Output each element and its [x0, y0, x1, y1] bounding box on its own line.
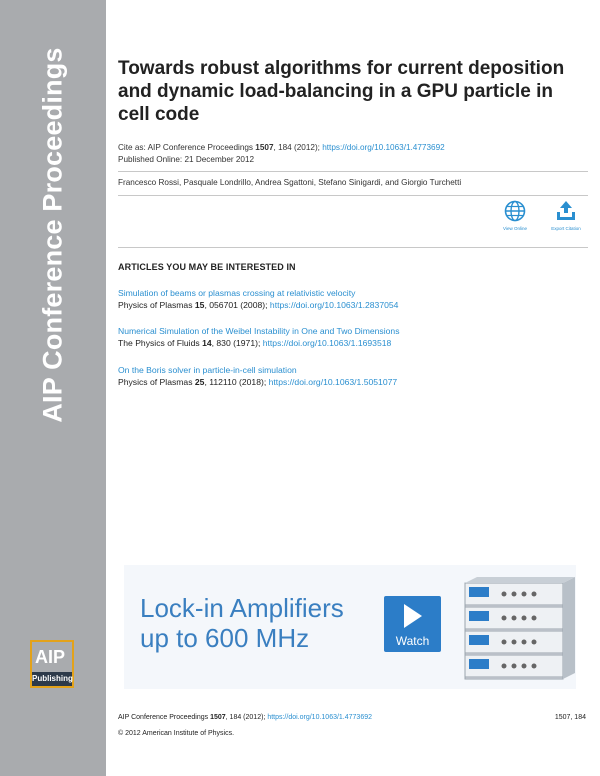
divider [118, 171, 588, 172]
related-article [118, 326, 588, 350]
ad-headline: Lock-in Amplifiers [140, 593, 344, 623]
footer-citation-volume: 1507 [210, 714, 226, 721]
watch-video-button[interactable] [384, 596, 441, 652]
view-online-label: View Online [503, 226, 527, 231]
paper-doi-link[interactable]: https://doi.org/10.1063/1.4773692 [322, 143, 445, 152]
related-article-reference [118, 376, 588, 389]
journal-volume: 15 [194, 300, 205, 310]
citation-suffix: , 184 (2012); [273, 143, 323, 152]
footer-citation-prefix: AIP Conference Proceedings [118, 714, 211, 721]
logo-text-aip: AIP [35, 647, 66, 667]
citation-line [118, 143, 445, 153]
journal-pages: , 112110 (2018); [204, 377, 269, 387]
journal-name-text: Physics of Plasmas [118, 300, 195, 310]
published-date: Published Online: 21 December 2012 [118, 155, 255, 164]
advertisement-banner[interactable] [124, 565, 576, 689]
related-article-doi-link[interactable]: https://doi.org/10.1063/1.5051077 [268, 377, 398, 387]
related-article-reference [118, 337, 588, 350]
author-list: Francesco Rossi, Pasquale Londrillo, Andrea Sgattoni, Stefano Sinigardi, and Giorgio Turchetti [118, 178, 462, 187]
related-article-doi-link[interactable]: https://doi.org/10.1063/1.1693518 [262, 338, 392, 348]
journal-name: AIP Conference Proceedings [37, 47, 68, 423]
journal-sidebar [0, 0, 106, 776]
divider [118, 247, 588, 248]
paper-title: Towards robust algorithms for current deposition and dynamic load-balancing in a GPU particle in cell code [118, 58, 565, 125]
export-citation-label: Export Citation [551, 226, 581, 231]
related-article [118, 288, 588, 312]
view-online-button[interactable] [490, 200, 540, 231]
related-article-reference [118, 299, 588, 312]
citation-prefix: Cite as: AIP Conference Proceedings [118, 143, 256, 152]
footer-doi-link[interactable]: https://doi.org/10.1063/1.4773692 [267, 714, 373, 721]
footer-citation [118, 714, 372, 721]
journal-volume: 25 [194, 377, 205, 387]
related-article-title-link[interactable]: Numerical Simulation of the Weibel Instability in One and Two Dimensions [118, 326, 400, 336]
globe-icon [504, 200, 526, 222]
aip-publishing-logo[interactable] [30, 640, 74, 688]
export-citation-button[interactable] [541, 200, 591, 231]
citation-volume: 1507 [255, 143, 274, 152]
logo-text-publishing: Publishing [32, 672, 72, 686]
watch-label: Watch [395, 634, 430, 648]
journal-name-text: The Physics of Fluids [118, 338, 203, 348]
related-article [118, 365, 588, 389]
copyright-notice: © 2012 American Institute of Physics. [118, 730, 235, 737]
journal-volume: 14 [202, 338, 212, 348]
related-article-title-link[interactable]: On the Boris solver in particle-in-cell simulation [118, 365, 297, 375]
export-icon [555, 200, 577, 222]
ad-subheadline: up to 600 MHz [140, 623, 310, 653]
related-article-doi-link[interactable]: https://doi.org/10.1063/1.2837054 [269, 300, 399, 310]
footer-page-number: 1507, 184 [554, 714, 586, 721]
journal-pages: , 830 (1971); [211, 338, 263, 348]
play-icon [384, 596, 441, 636]
related-articles-heading: ARTICLES YOU MAY BE INTERESTED IN [118, 262, 296, 272]
footer-citation-suffix: , 184 (2012); [225, 714, 268, 721]
lock-in-amplifier-device-icon [459, 573, 576, 683]
journal-pages: , 056701 (2008); [204, 300, 270, 310]
related-article-title-link[interactable]: Simulation of beams or plasmas crossing at relativistic velocity [118, 288, 356, 298]
divider [118, 195, 588, 196]
journal-name-text: Physics of Plasmas [118, 377, 195, 387]
